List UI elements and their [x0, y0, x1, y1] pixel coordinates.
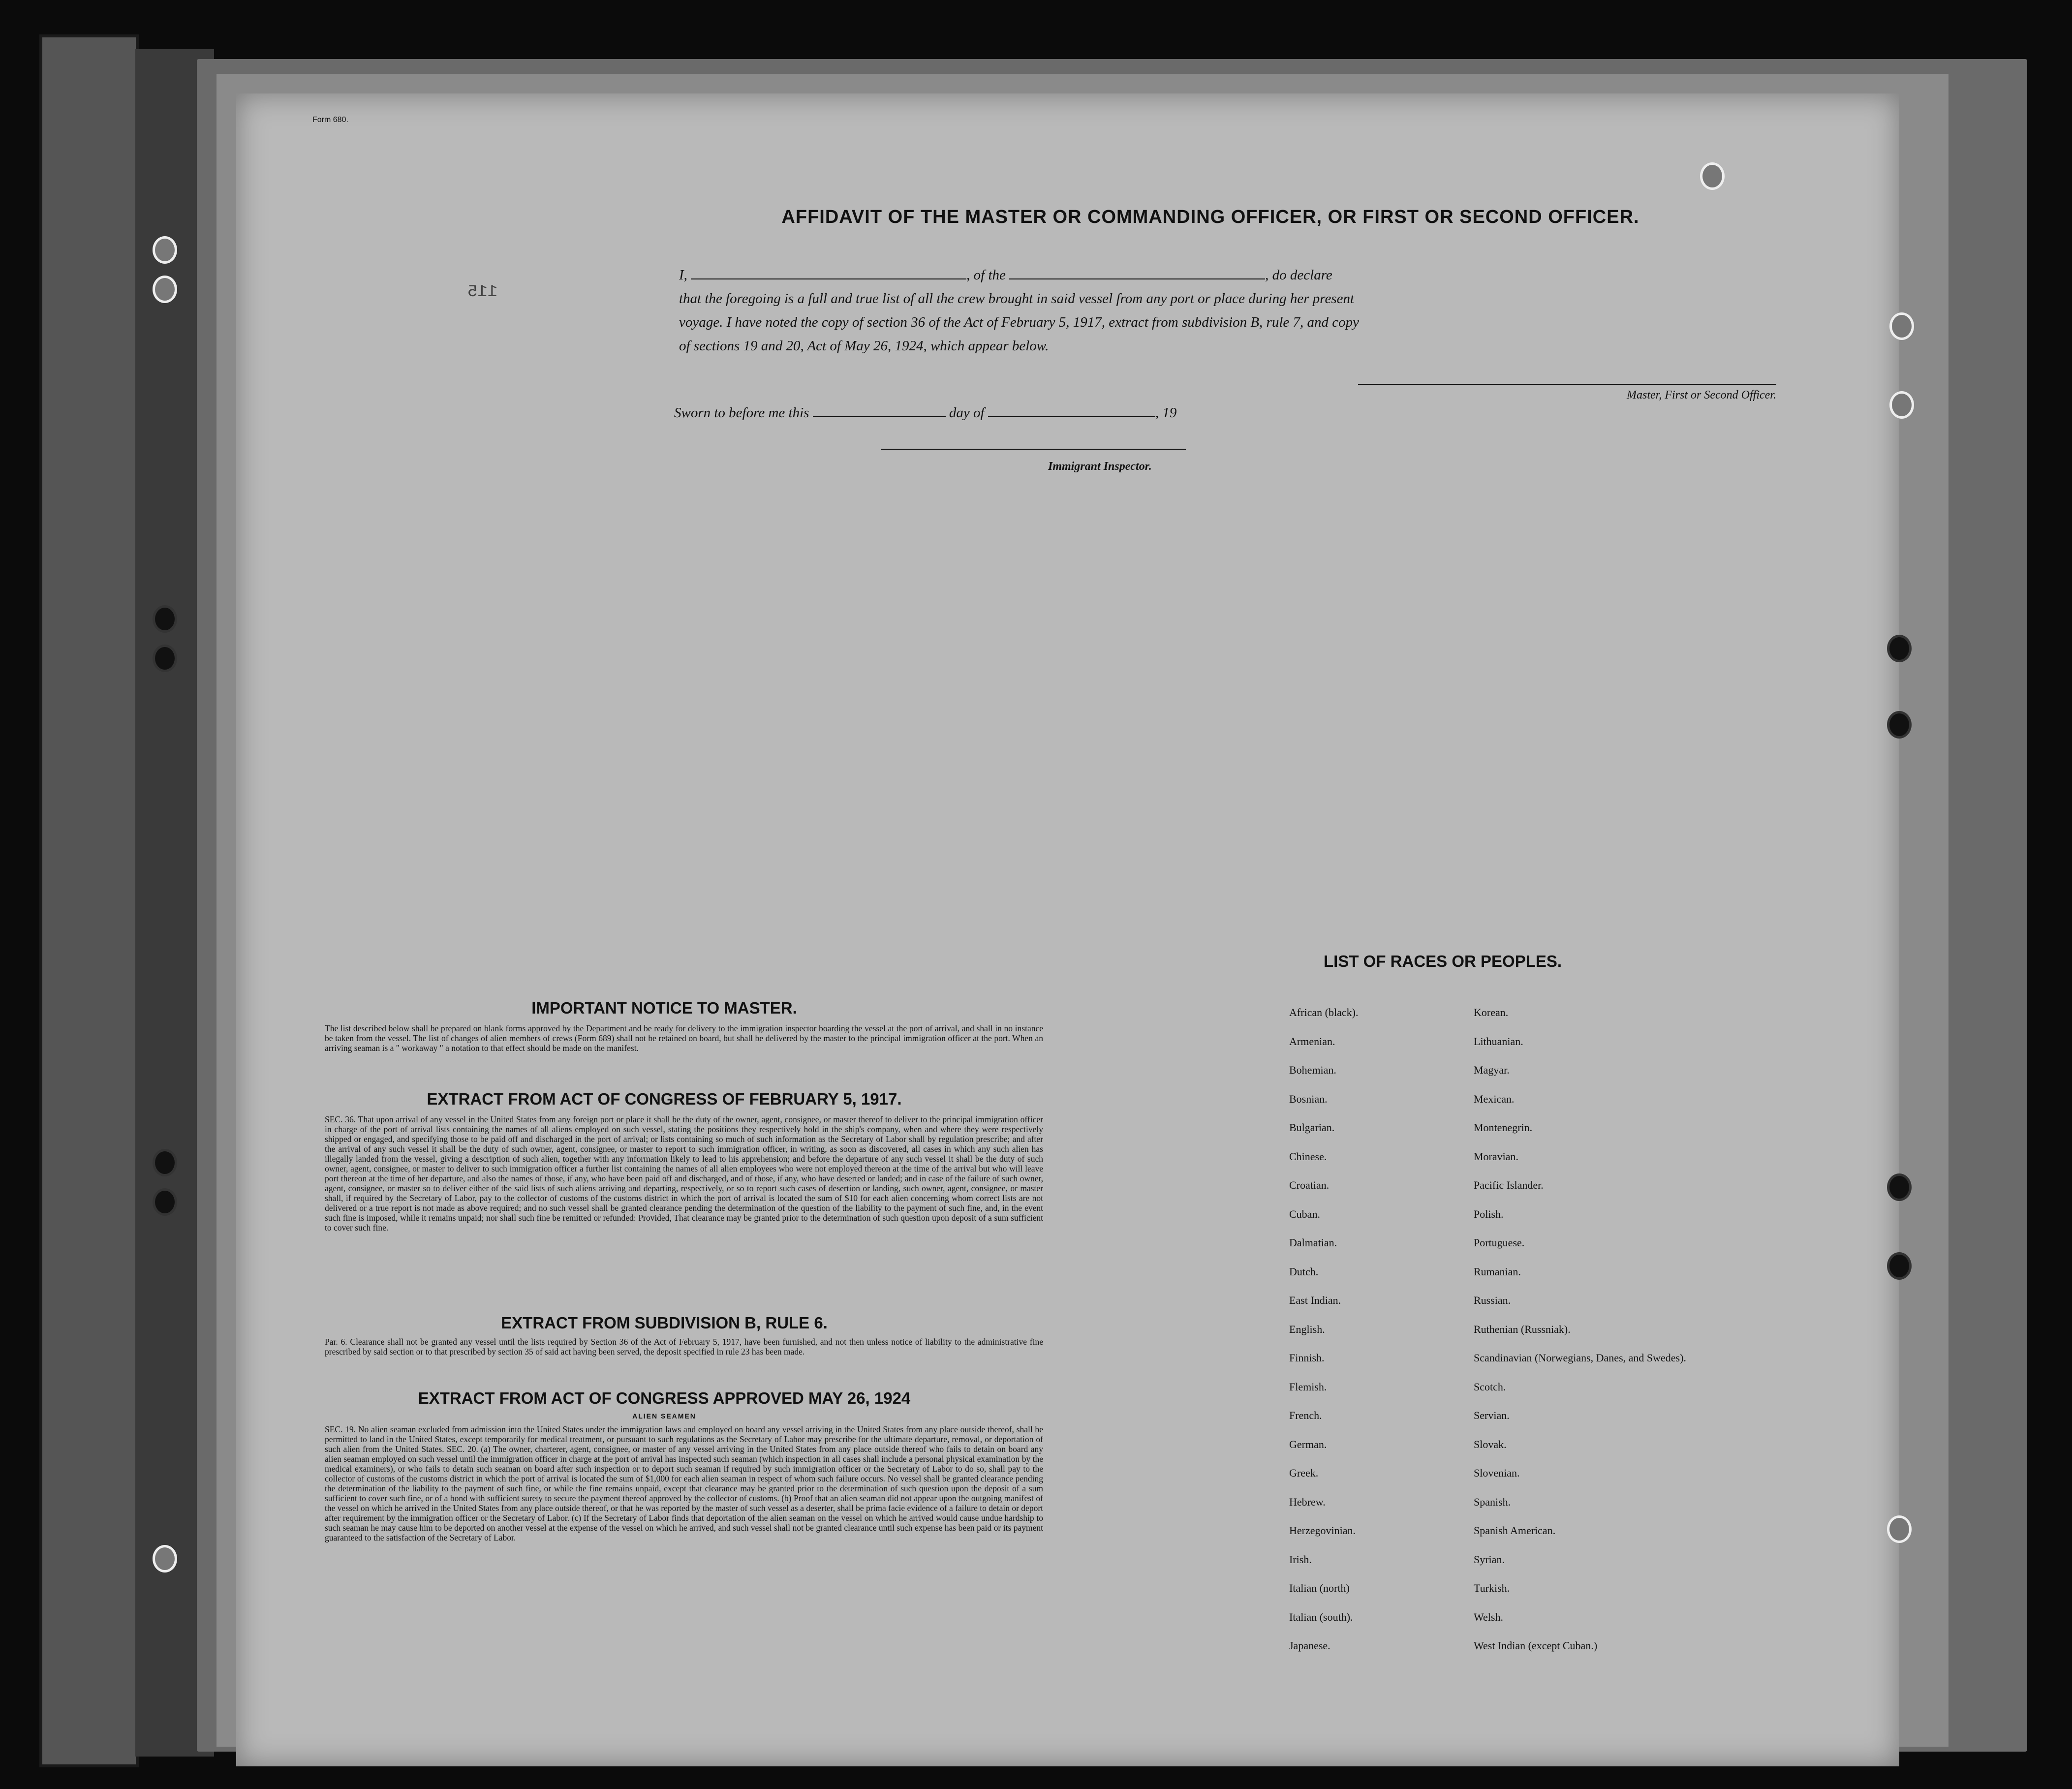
binder-hole: [153, 1545, 177, 1573]
race-item: Bosnian.: [1289, 1092, 1328, 1105]
inspector-label: Immigrant Inspector.: [1048, 460, 1152, 473]
affidavit-line-3: voyage. I have noted the copy of section 36 of the Act of February 5, 1917, extract from subdivision B, rule 7, and copy: [679, 314, 1360, 330]
act-feb-text: SEC. 36. That upon arrival of any vessel in the United States from any foreign port or place it shall be the duty of the owner, agent, consignee, or master thereof to deliver to the principal immigration officer in charge of the port of arrival lists containing the names of all aliens employed on such vessel, stating the positions they respectively hold in the ship's company, when and where they were respectively shipped or engaged, and specifying those to be paid off and discharged in the port of arrival; or lists containing so much of such information as the Secretary of Labor shall by regulation prescribe; and after the arrival of any such vessel it shall be the duty of such owner, agent, consignee, or master to report to such immigration officer, in writing, as soon as discovered, all cases in which any such alien has illegally landed from the vessel, giving a description of such alien, together with any information likely to lead to his apprehension; and before the departure of any such vessel it shall be the duty of such owner, agent, consignee, or master to deliver to such immigration officer a further list containing the names of all alien employees who were not employed thereon at the time of the arrival but who will leave port thereon at the time of her departure, and also the names of those, if any, who have been paid off and discharged, and of those, if any, who have deserted or landed; and in case of the failure of such owner, agent, consignee, or master so to deliver either of the said lists of such aliens arriving and departing, respectively, or so to report such cases of desertion or landing, such owner, agent, consignee, or master shall, if required by the Secretary of Labor, pay to the collector of customs of the customs district in which the port of arrival is located the sum of $10 for each alien concerning whom correct lists are not delivered or a true report is not made as above required; and no such vessel shall be granted clearance pending the determination of the question of the liability to the payment of such fine, and, in the event such fine is imposed, while it remains unpaid; nor shall such fine be remitted or refunded: Provided, That clearance may be granted prior to the determination of such question upon deposit of a sum sufficient to cover such fine.: [325, 1114, 1043, 1233]
form-number: Form 680.: [312, 116, 348, 124]
race-item: Turkish.: [1474, 1582, 1510, 1594]
affidavit-of-the: , of the: [966, 267, 1006, 283]
margin-number: 115: [467, 283, 498, 302]
race-item: Chinese.: [1289, 1150, 1327, 1163]
race-item: East Indian.: [1289, 1294, 1341, 1306]
race-item: Moravian.: [1474, 1150, 1519, 1163]
punch-hole: [1889, 312, 1914, 340]
race-item: Ruthenian (Russniak).: [1474, 1323, 1571, 1335]
race-item: Rumanian.: [1474, 1265, 1521, 1278]
race-item: Flemish.: [1289, 1380, 1327, 1393]
race-item: Syrian.: [1474, 1553, 1505, 1566]
race-item: Spanish.: [1474, 1495, 1511, 1508]
act-feb-heading: EXTRACT FROM ACT OF CONGRESS OF FEBRUARY 5, 1917.: [427, 1090, 902, 1108]
act-may-text: SEC. 19. No alien seaman excluded from admission into the United States under the immigration laws and employed on board any vessel arriving in the United States from any place outside thereof, shall be permitted to land in the United States, except temporarily for medical treatment, or pursuant to such regulations as the Secretary of Labor may prescribe for the ultimate departure, removal, or deportation of such alien from the United States. SEC. 20. (a) The owner, charterer, agent, consignee, or master of any vessel arriving in the United States from any place outside thereof who fails to detain on board any alien seaman employed on such vessel until the immigration officer in charge at the port of arrival has inspected such seaman (which inspection in all cases shall include a personal physical examination by the medical examiners), or who fails to detain such seaman on board after such inspection or to deport such seaman if required by such immigration officer or the Secretary of Labor to do so, shall pay to the collector of customs of the customs district in which the port of arrival is located the sum of $1,000 for each alien seaman in respect of whom such failure occurs. No vessel shall be granted clearance pending the determination of the liability to the payment of such fine, or while the fine remains unpaid, except that clearance may be granted prior to the determination of such question upon the deposit of a sum sufficient to cover such fine, or of a bond with sufficient surety to secure the payment thereof approved by the collector of customs. (b) Proof that an alien seaman did not appear upon the outgoing manifest of the vessel on which he arrived in the United States from any place outside thereof, or that he was reported by the master of such vessel as a deserter, shall be prima facie evidence of a failure to detain or deport after requirement by the immigration officer or the Secretary of Labor. (c) If the Secretary of Labor finds that deportation of the alien seaman on the vessel on which he arrived would cause undue hardship to such seaman he may cause him to be deported on another vessel at the expense of the vessel on which he arrived, and such vessel shall not be granted clearance until such expense has been paid or its payment guaranteed to the satisfaction of the Secretary of Labor.: [325, 1424, 1044, 1542]
race-item: Bohemian.: [1289, 1064, 1336, 1076]
document-page: [236, 93, 1899, 1766]
race-item: Slovak.: [1474, 1438, 1507, 1450]
race-item: English.: [1289, 1323, 1325, 1335]
race-item: Welsh.: [1474, 1610, 1503, 1623]
signature-line: [1358, 384, 1776, 385]
affidavit-do-declare: , do declare: [1265, 267, 1332, 283]
subdivision-heading: EXTRACT FROM SUBDIVISION B, RULE 6.: [501, 1314, 828, 1332]
subdivision-text: Par. 6. Clearance shall not be granted any vessel until the lists required by Section 36 of the Act of February 5, 1917, have been furnished, and not then unless notice of liability to the administrative fine prescribed by said section or to that prescribed by section 35 of said act having been served, the deposit specified in rule 23 has been made.: [325, 1337, 1043, 1357]
race-item: Mexican.: [1474, 1092, 1515, 1105]
punch-hole: [1887, 635, 1912, 662]
page-title: AFFIDAVIT OF THE MASTER OR COMMANDING OFFICER, OR FIRST OR SECOND OFFICER.: [781, 207, 1639, 227]
race-item: Lithuanian.: [1474, 1035, 1523, 1048]
race-item: Korean.: [1474, 1006, 1509, 1018]
races-column-2: [1474, 1006, 1686, 1668]
day-blank: [813, 403, 946, 417]
binder-hole: [153, 1149, 177, 1176]
sworn-prefix: Sworn to before me this: [674, 405, 809, 421]
signature-label: Master, First or Second Officer.: [1627, 389, 1776, 401]
inspector-signature-line: [881, 449, 1186, 450]
act-may-heading: EXTRACT FROM ACT OF CONGRESS APPROVED MAY 26, 1924: [418, 1389, 911, 1407]
name-blank: [691, 278, 966, 279]
punch-hole: [1889, 391, 1914, 419]
race-item: Armenian.: [1289, 1035, 1335, 1048]
alien-seamen-subheading: ALIEN SEAMEN: [632, 1412, 696, 1420]
race-item: Finnish.: [1289, 1352, 1325, 1364]
year-label: , 19: [1155, 405, 1177, 421]
race-item: Greek.: [1289, 1467, 1319, 1479]
race-item: Portuguese.: [1474, 1236, 1525, 1249]
notice-text: The list described below shall be prepared on blank forms approved by the Department and be ready for delivery to the immigration inspector boarding the vessel at the port of arrival, and shall in no instance be taken from the vessel. The list of changes of alien members of crews (Form 689) shall not be retained on board, but shall be delivered by the master to the principal immigration officer at the port. When an arriving seaman is a " workaway " a notation to that effect should be made on the manifest.: [325, 1023, 1043, 1053]
race-item: Magyar.: [1474, 1064, 1510, 1076]
race-item: Slovenian.: [1474, 1467, 1520, 1479]
race-item: Dutch.: [1289, 1265, 1319, 1278]
binder-hole: [153, 605, 177, 633]
race-item: Polish.: [1474, 1207, 1504, 1220]
binder-hole: [153, 645, 177, 672]
race-item: Croatian.: [1289, 1179, 1330, 1191]
races-column-1: [1289, 1006, 1358, 1668]
affidavit-line-4: of sections 19 and 20, Act of May 26, 1924, which appear below.: [679, 338, 1049, 354]
binder-hole: [153, 236, 177, 264]
affidavit-text: [679, 263, 1811, 358]
race-item: African (black).: [1289, 1006, 1359, 1018]
punch-hole: [1887, 1173, 1912, 1201]
punch-hole: [1887, 711, 1912, 739]
race-item: Italian (north): [1289, 1582, 1350, 1594]
race-item: German.: [1289, 1438, 1327, 1450]
race-item: Dalmatian.: [1289, 1236, 1337, 1249]
affidavit-line-2: that the foregoing is a full and true list of all the crew brought in said vessel from any port or place during her present: [679, 291, 1355, 307]
binder-hole: [153, 1188, 177, 1216]
binder-left: [39, 34, 139, 1767]
races-title: LIST OF RACES OR PEOPLES.: [1324, 952, 1562, 970]
race-item: Pacific Islander.: [1474, 1179, 1544, 1191]
race-item: Spanish American.: [1474, 1524, 1556, 1537]
race-item: Montenegrin.: [1474, 1121, 1533, 1134]
race-item: West Indian (except Cuban.): [1474, 1639, 1598, 1652]
race-item: Irish.: [1289, 1553, 1312, 1566]
race-item: Russian.: [1474, 1294, 1511, 1306]
race-item: Cuban.: [1289, 1207, 1320, 1220]
vessel-blank: [1009, 278, 1265, 279]
race-item: Scandinavian (Norwegians, Danes, and Swedes).: [1474, 1352, 1686, 1364]
month-blank: [988, 403, 1155, 417]
race-item: French.: [1289, 1409, 1322, 1421]
race-item: Herzegovinian.: [1289, 1524, 1356, 1537]
punch-hole: [1887, 1515, 1912, 1543]
day-of-label: day of: [949, 405, 985, 421]
punch-hole: [1700, 162, 1725, 190]
notice-heading: IMPORTANT NOTICE TO MASTER.: [531, 999, 797, 1017]
race-item: Japanese.: [1289, 1639, 1330, 1652]
race-item: Servian.: [1474, 1409, 1510, 1421]
affidavit-i: I,: [679, 267, 687, 283]
race-item: Italian (south).: [1289, 1610, 1353, 1623]
punch-hole: [1887, 1252, 1912, 1280]
race-item: Bulgarian.: [1289, 1121, 1335, 1134]
sworn-line: [674, 403, 1176, 421]
binder-hole: [153, 276, 177, 303]
race-item: Hebrew.: [1289, 1495, 1326, 1508]
race-item: Scotch.: [1474, 1380, 1506, 1393]
